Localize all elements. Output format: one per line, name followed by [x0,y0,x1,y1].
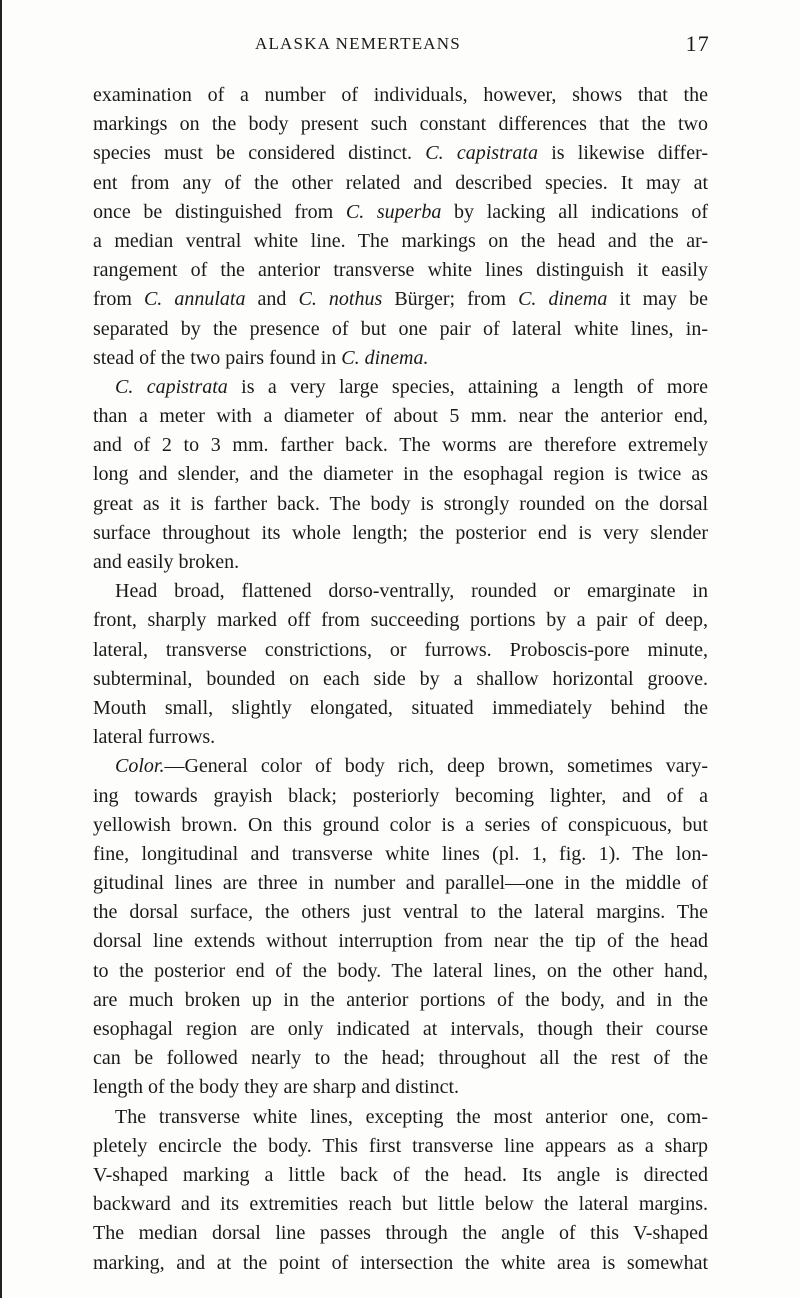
text-line [93,898,708,927]
text-segment: esophagal region are only indicated at intervals, though their course [93,1018,708,1040]
text-line [93,694,708,723]
text-segment: and of 2 to 3 mm. farther back. The worms are therefore extremely [93,434,708,457]
text-segment: markings on the body present such constant differences that the two [93,113,708,136]
text-line [93,285,708,314]
text-segment: The median dorsal line passes through the angle of this V-shaped [93,1222,708,1245]
text-line [93,1219,708,1248]
text-line [93,344,708,373]
text-line [93,1015,708,1044]
text-line [93,81,708,110]
text-segment: from [93,288,144,311]
italic-text: C. capistrata [115,375,228,398]
text-segment: and easily broken. [93,551,240,573]
text-line [93,198,708,227]
text-line [93,869,708,898]
italic-text: C. annulata [143,288,246,311]
text-line [93,1249,708,1278]
page-number: 17 [685,31,710,56]
text-segment: the dorsal surface, the others just ventral to the lateral margins. The [93,901,708,924]
text-segment: The transverse white lines, excepting the most anterior one, com- [115,1105,708,1128]
text-segment: once be distinguished from [93,200,346,223]
text-segment: species must be considered distinct. [93,142,426,165]
text-segment: is a very large species, attaining a length of more [227,375,709,398]
text-segment: can be followed nearly to the head; throughout all the rest of the [93,1047,708,1070]
text-line [93,548,708,577]
text-segment: by lacking all indications of [441,200,708,223]
text-line [93,782,708,811]
text-segment: ent from any of the other related and described species. It may at [93,171,708,194]
text-segment: and [245,288,299,311]
text-segment: lateral furrows. [93,726,216,749]
text-line [93,811,708,840]
text-line [93,665,708,694]
text-line [93,139,708,168]
text-segment: great as it is farther back. The body is strongly rounded on the dorsal [93,492,708,515]
text-line [93,256,708,285]
italic-text: C. dinema. [341,346,429,369]
text-line [93,402,708,431]
text-segment: rangement of the anterior transverse white lines distinguish it easily [93,259,708,282]
text-line [93,1190,708,1219]
text-line [93,723,708,752]
italic-text: C. nothus [298,288,383,311]
text-segment: ing towards grayish black; posteriorly becoming lighter, and of a [93,784,708,807]
text-line [93,460,708,489]
text-line [93,840,708,869]
text-segment: it may be [607,288,708,311]
text-line [93,606,708,635]
text-segment: examination of a number of individuals, however, shows that the [93,84,708,106]
text-segment: Mouth small, slightly elongated, situated immediately behind the [93,696,708,719]
text-line [93,957,708,986]
body-text [93,81,708,1278]
text-line [93,636,708,665]
text-line [93,986,708,1015]
text-segment: subterminal, bounded on each side by a shallow horizontal groove. [93,667,708,690]
text-line [93,490,708,519]
text-line [93,577,708,606]
text-segment: dorsal line extends without interruption from near the tip of the head [93,930,708,953]
text-segment: length of the body they are sharp and distinct. [93,1076,460,1099]
italic-text: C. capistrata [425,142,538,165]
text-segment: Head broad, flattened dorso-ventrally, rounded or emarginate in [115,580,708,603]
text-line [93,431,708,460]
text-segment: front, sharply marked off from succeeding portions by a pair of deep, [93,609,708,632]
text-line [93,752,708,781]
text-segment: yellowish brown. On this ground color is a series of conspicuous, but [93,813,708,836]
text-segment: separated by the presence of but one pair of lateral white lines, in- [93,317,708,340]
text-segment: marking, and at the point of intersection the white area is somewhat [93,1251,708,1274]
text-segment: than a meter with a diameter of about 5 mm. near the anterior end, [93,405,708,428]
text-segment: gitudinal lines are three in number and parallel—one in the middle of [93,872,708,895]
text-segment: is likewise differ- [537,142,709,165]
text-segment: long and slender, and the diameter in the esophagal region is twice as [93,463,708,486]
text-segment: to the posterior end of the body. The lateral lines, on the other hand, [93,959,708,982]
text-segment: fine, longitudinal and transverse white lines (pl. 1, fig. 1). The lon- [93,842,708,865]
text-segment: surface throughout its whole length; the posterior end is very slender [93,521,708,544]
text-segment: pletely encircle the body. This first transverse line appears as a sharp [93,1134,708,1157]
text-line [93,169,708,198]
text-line [93,1044,708,1073]
text-line [93,110,708,139]
text-line [93,373,708,402]
text-segment: backward and its extremities reach but little below the lateral margins. [93,1193,708,1216]
text-segment: are much broken up in the anterior portions of the body, and in the [93,988,708,1011]
text-line [93,315,708,344]
text-segment: V-shaped marking a little back of the head. Its angle is directed [93,1163,708,1186]
text-line [93,519,708,548]
text-segment: lateral, transverse constrictions, or furrows. Proboscis-pore minute, [93,638,708,661]
italic-text: C. superba [345,200,442,223]
text-line [93,1161,708,1190]
text-line [93,927,708,956]
text-line [93,1073,708,1102]
italic-text: Color. [115,755,165,778]
running-title: ALASKA NEMERTEANS [255,34,461,53]
text-segment: Bürger; from [382,288,519,311]
italic-text: C. dinema [518,288,608,311]
text-segment: stead of the two pairs found in [93,346,342,369]
text-line [93,1132,708,1161]
text-line [93,227,708,256]
text-line [93,1103,708,1132]
text-segment: —General color of body rich, deep brown, sometimes vary- [164,755,708,778]
text-segment: a median ventral white line. The markings on the head and the ar- [93,229,708,252]
page-edge [0,0,2,1298]
